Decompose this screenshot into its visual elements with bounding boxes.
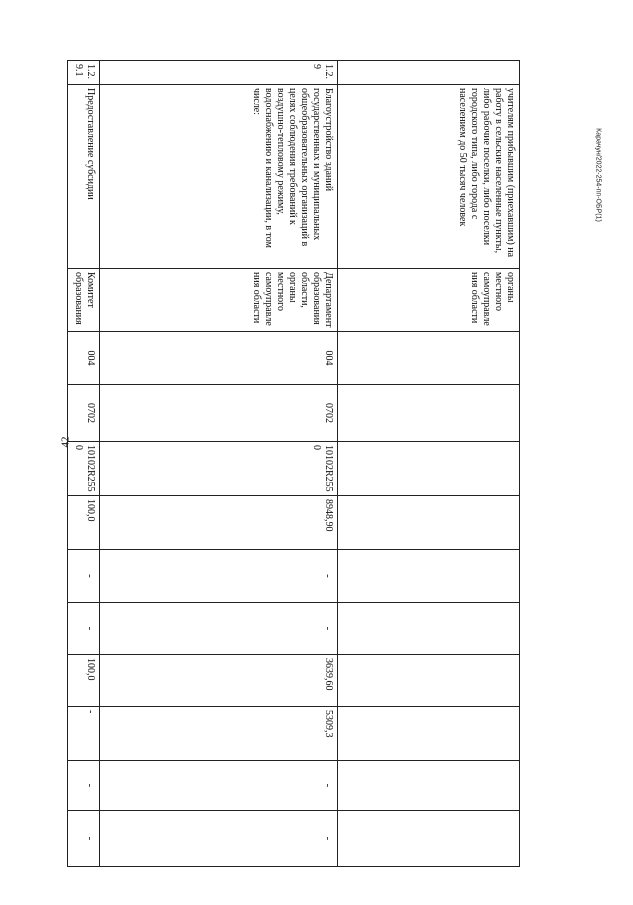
- cell-csr: 10102R2550: [100, 442, 338, 496]
- cell-grbs: [338, 332, 520, 385]
- cell-executor: органы местного самоуправления области: [338, 269, 520, 332]
- cell-num: 1.2.9: [100, 61, 338, 85]
- cell-v6: -: [68, 761, 100, 811]
- cell-v5: 5309,3: [100, 707, 338, 761]
- program-table: [67, 60, 520, 867]
- cell-v5: -: [68, 707, 100, 761]
- cell-rz: 0702: [68, 385, 100, 442]
- cell-v2: -: [68, 550, 100, 603]
- cell-v6: -: [100, 761, 338, 811]
- cell-v6: [338, 761, 520, 811]
- table-row: [100, 61, 338, 867]
- cell-executor: Комитет образования: [68, 269, 100, 332]
- program-table-container: [68, 60, 520, 841]
- cell-v4: [338, 655, 520, 707]
- cell-v1: [338, 496, 520, 550]
- cell-num: [338, 61, 520, 85]
- cell-v2: -: [100, 550, 338, 603]
- cell-v1: 100,0: [68, 496, 100, 550]
- cell-csr: [338, 442, 520, 496]
- cell-rz: 0702: [100, 385, 338, 442]
- table-row: [338, 61, 520, 867]
- cell-name: Благоустройство зданий государственных и муниципальных общеобразовательных организаций в целях соблюдения требований к воздушно-тепловому режиму, водоснабжению и канализации, в том числе:: [100, 85, 338, 269]
- cell-rz: [338, 385, 520, 442]
- cell-v7: -: [68, 811, 100, 867]
- cell-grbs: 004: [68, 332, 100, 385]
- cell-v3: -: [100, 603, 338, 655]
- cell-v2: [338, 550, 520, 603]
- cell-v1: 8948,90: [100, 496, 338, 550]
- cell-grbs: 004: [100, 332, 338, 385]
- cell-csr: 10102R2550: [68, 442, 100, 496]
- document-stamp: Карачун/2022-254-пп-ОБР(1): [594, 128, 602, 222]
- cell-name: учителям прибывшим (приехавшим) на работу в сельские населенные пункты, либо рабочие поселки, либо поселки городского типа, либо города с населением до 50 тысяч человек: [338, 85, 520, 269]
- cell-v7: -: [100, 811, 338, 867]
- cell-v3: -: [68, 603, 100, 655]
- cell-v5: [338, 707, 520, 761]
- cell-v3: [338, 603, 520, 655]
- cell-v4: 100,0: [68, 655, 100, 707]
- page-number: 42: [59, 436, 72, 448]
- cell-num: 1.2.9.1: [68, 61, 100, 85]
- cell-executor: Департамент образования области, органы местного самоуправления области: [100, 269, 338, 332]
- cell-v7: [338, 811, 520, 867]
- cell-v4: 3639,60: [100, 655, 338, 707]
- cell-name: Предоставление субсидии: [68, 85, 100, 269]
- table-row: [68, 61, 100, 867]
